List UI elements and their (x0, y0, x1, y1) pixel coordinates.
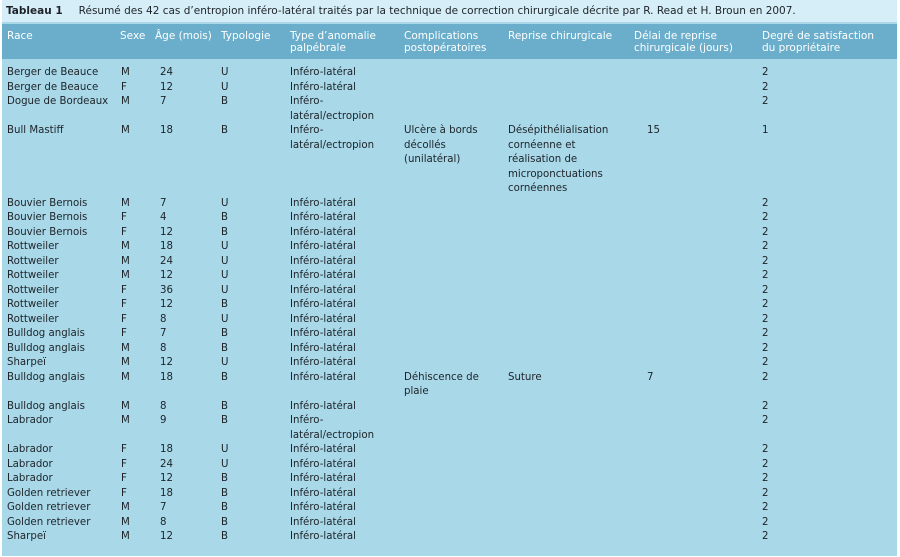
cell-age: 8 (160, 313, 167, 325)
cell-typologie: U (221, 81, 229, 93)
header-typologie: Typologie (221, 30, 271, 42)
cell-type: Inféro-latéral (290, 371, 356, 383)
cell-delai: 15 (647, 125, 660, 136)
cell-race: Labrador (7, 415, 53, 426)
cell-sexe: M (121, 67, 130, 78)
cell-type: Inféro-latéral (290, 516, 356, 528)
cell-sexe: M (121, 357, 130, 368)
header-comp-line2: postopératoires (404, 42, 487, 54)
cell-age: 7 (160, 502, 167, 513)
cell-race: Dogue de Bordeaux (7, 96, 109, 107)
table-row (2, 530, 897, 545)
cell-satisfaction: 2 (762, 313, 769, 325)
cell-race: Bulldog anglais (7, 342, 85, 354)
table-row (2, 458, 897, 473)
table-row (2, 124, 897, 197)
cell-type: Inféro-latéral (290, 487, 356, 499)
cell-race: Bouvier Bernois (7, 226, 88, 238)
cell-sexe: M (121, 125, 130, 136)
cell-sexe: F (121, 226, 127, 238)
cell-race: Rottweiler (7, 299, 59, 310)
header-comp-line1: Complications (404, 30, 479, 42)
cell-typologie: B (221, 328, 228, 339)
cell-sexe: F (121, 487, 127, 499)
cell-race: Rottweiler (7, 284, 59, 296)
header-sat-line1: Degré de satisfaction (762, 30, 874, 42)
cell-typologie: B (221, 400, 228, 412)
cell-satisfaction: 2 (762, 415, 769, 426)
cell-sexe: M (121, 342, 130, 354)
cell-sexe: M (121, 415, 130, 426)
cell-type: Inféro-latéral (290, 226, 356, 238)
cell-satisfaction: 2 (762, 371, 769, 383)
cell-satisfaction: 2 (762, 328, 769, 339)
cell-typologie: B (221, 516, 228, 528)
table-header (2, 24, 897, 59)
cell-typologie: U (221, 284, 229, 296)
header-sexe: Sexe (120, 30, 146, 42)
cell-age: 9 (160, 415, 167, 426)
cell-age: 7 (160, 96, 167, 107)
table-row (2, 327, 897, 342)
cell-race: Golden retriever (7, 502, 91, 513)
cell-typologie: U (221, 313, 229, 325)
header-type-anomalie (290, 30, 376, 54)
cell-race: Golden retriever (7, 487, 91, 499)
cell-age: 18 (160, 125, 173, 136)
cell-type: Inféro-latéral (290, 284, 356, 296)
cell-sexe: F (121, 313, 127, 325)
cell-satisfaction: 2 (762, 255, 769, 267)
cell-race: Berger de Beauce (7, 67, 99, 78)
cell-type: Inféro-latéral/ectropion (290, 415, 375, 441)
cell-satisfaction: 2 (762, 81, 769, 93)
cell-typologie: B (221, 342, 228, 354)
header-type-line2: palpébrale (290, 42, 346, 54)
cell-satisfaction: 2 (762, 357, 769, 368)
cell-race: Bulldog anglais (7, 400, 85, 412)
cell-age: 18 (160, 371, 173, 383)
cell-sexe: M (121, 96, 130, 107)
cell-age: 18 (160, 444, 173, 455)
cell-typologie: U (221, 444, 229, 455)
cell-typologie: U (221, 255, 229, 267)
cell-race: Bull Mastiff (7, 125, 64, 136)
cell-satisfaction: 2 (762, 502, 769, 513)
cell-typologie: B (221, 473, 228, 484)
cell-race: Labrador (7, 444, 53, 455)
header-delai (634, 30, 733, 54)
cell-satisfaction: 2 (762, 212, 769, 223)
cell-race: Labrador (7, 458, 53, 470)
cell-typologie: B (221, 487, 228, 499)
cell-satisfaction: 2 (762, 96, 769, 107)
cell-satisfaction: 2 (762, 197, 769, 209)
table-row (2, 95, 897, 124)
table-row (2, 501, 897, 516)
cell-type: Inféro-latéral (290, 458, 356, 470)
cell-typologie: U (221, 270, 229, 281)
cell-type: Inféro-latéral (290, 313, 356, 325)
cell-sexe: F (121, 473, 127, 484)
cell-type: Inféro-latéral (290, 212, 356, 223)
header-sat-line2: du propriétaire (762, 42, 841, 54)
cell-sexe: M (121, 531, 130, 542)
cell-typologie: U (221, 458, 229, 470)
cell-age: 7 (160, 197, 167, 209)
table-row (2, 313, 897, 328)
cell-type: Inféro-latéral (290, 255, 356, 267)
cell-sexe: M (121, 197, 130, 209)
table-caption (2, 0, 897, 22)
cell-race: Bulldog anglais (7, 371, 85, 383)
table-row (2, 226, 897, 241)
cell-typologie: B (221, 502, 228, 513)
cell-type: Inféro-latéral (290, 299, 356, 310)
cell-satisfaction: 2 (762, 400, 769, 412)
cell-sexe: F (121, 212, 127, 223)
cell-typologie: U (221, 241, 229, 252)
cell-sexe: F (121, 284, 127, 296)
cell-satisfaction: 1 (762, 125, 769, 136)
cell-age: 12 (160, 299, 173, 310)
cell-age: 24 (160, 255, 173, 267)
cell-complications: Ulcère à bords décollés (unilatéral) (404, 125, 478, 165)
cell-race: Golden retriever (7, 516, 91, 528)
cell-age: 24 (160, 458, 173, 470)
table-row (2, 298, 897, 313)
cell-complications: Déhiscence de plaie (404, 371, 479, 397)
cell-type: Inféro-latéral (290, 241, 356, 252)
cell-sexe: M (121, 371, 130, 383)
cell-type: Inféro-latéral (290, 473, 356, 484)
cell-race: Rottweiler (7, 313, 59, 325)
cell-age: 18 (160, 487, 173, 499)
cell-typologie: B (221, 531, 228, 542)
header-delai-line2: chirurgicale (jours) (634, 42, 733, 54)
cell-sexe: M (121, 516, 130, 528)
cell-age: 7 (160, 328, 167, 339)
cell-race: Bouvier Bernois (7, 197, 88, 209)
cell-age: 8 (160, 400, 167, 412)
cell-reprise: Désépithélialisation cornéenne et réalisation de microponctuations cornéennes (508, 125, 609, 194)
cell-typologie: B (221, 415, 228, 426)
header-type-line1: Type d’anomalie (290, 30, 376, 42)
cell-sexe: M (121, 502, 130, 513)
cell-typologie: B (221, 125, 228, 136)
cell-age: 18 (160, 241, 173, 252)
cell-type: Inféro-latéral (290, 270, 356, 281)
cell-type: Inféro-latéral (290, 67, 356, 78)
cell-typologie: U (221, 67, 229, 78)
table-row (2, 197, 897, 212)
cell-satisfaction: 2 (762, 531, 769, 542)
table-row (2, 211, 897, 226)
cell-satisfaction: 2 (762, 487, 769, 499)
cell-type: Inféro-latéral (290, 357, 356, 368)
cell-age: 12 (160, 357, 173, 368)
cell-satisfaction: 2 (762, 226, 769, 238)
table-row (2, 472, 897, 487)
cell-age: 12 (160, 226, 173, 238)
cell-type: Inféro-latéral (290, 342, 356, 354)
table-row (2, 443, 897, 458)
cell-race: Sharpeï (7, 531, 46, 542)
cell-typologie: B (221, 226, 228, 238)
cell-typologie: B (221, 371, 228, 383)
cell-satisfaction: 2 (762, 299, 769, 310)
cell-type: Inféro-latéral (290, 400, 356, 412)
cell-satisfaction: 2 (762, 458, 769, 470)
cell-sexe: M (121, 270, 130, 281)
cell-age: 12 (160, 270, 173, 281)
cell-satisfaction: 2 (762, 516, 769, 528)
cell-type: Inféro-latéral (290, 444, 356, 455)
cell-race: Sharpeï (7, 357, 46, 368)
table-caption-text: Résumé des 42 cas d’entropion inféro-latéral traités par la technique de correction chirurgicale décrite par R. Read et H. Broun en 2007. (78, 5, 796, 17)
cell-race: Rottweiler (7, 241, 59, 252)
cell-age: 8 (160, 342, 167, 354)
cell-sexe: M (121, 241, 130, 252)
cell-sexe: F (121, 299, 127, 310)
cell-typologie: B (221, 299, 228, 310)
table-row (2, 240, 897, 255)
cell-satisfaction: 2 (762, 270, 769, 281)
header-complications (404, 30, 486, 54)
cell-age: 8 (160, 516, 167, 528)
cell-sexe: M (121, 400, 130, 412)
table-row (2, 269, 897, 284)
table-row (2, 342, 897, 357)
cell-age: 12 (160, 473, 173, 484)
cell-typologie: B (221, 212, 228, 223)
cell-sexe: F (121, 328, 127, 339)
cell-age: 24 (160, 67, 173, 78)
table-container (2, 0, 897, 556)
cell-delai: 7 (647, 371, 654, 383)
cell-age: 36 (160, 284, 173, 296)
table-row (2, 487, 897, 502)
cell-sexe: F (121, 458, 127, 470)
cell-typologie: B (221, 96, 228, 107)
table-row (2, 255, 897, 270)
header-delai-line1: Délai de reprise (634, 30, 717, 42)
cell-age: 4 (160, 212, 167, 223)
table-label: Tableau 1 (6, 5, 63, 17)
cell-type: Inféro-latéral (290, 502, 356, 513)
cell-race: Rottweiler (7, 255, 59, 267)
cell-type: Inféro-latéral (290, 81, 356, 93)
cell-satisfaction: 2 (762, 241, 769, 252)
cell-satisfaction: 2 (762, 444, 769, 455)
cell-typologie: U (221, 197, 229, 209)
table-row (2, 516, 897, 531)
header-satisfaction (762, 30, 874, 54)
cell-race: Berger de Beauce (7, 81, 99, 93)
cell-sexe: F (121, 444, 127, 455)
cell-race: Labrador (7, 473, 53, 484)
cell-typologie: U (221, 357, 229, 368)
cell-satisfaction: 2 (762, 67, 769, 78)
cell-age: 12 (160, 81, 173, 93)
cell-sexe: F (121, 81, 127, 93)
cell-satisfaction: 2 (762, 473, 769, 484)
table-row (2, 81, 897, 96)
header-reprise: Reprise chirurgicale (508, 30, 613, 42)
cell-race: Bulldog anglais (7, 328, 85, 339)
table-body (2, 66, 897, 545)
table-row (2, 356, 897, 371)
cell-reprise: Suture (508, 371, 542, 383)
cell-type: Inféro-latéral (290, 197, 356, 209)
header-age: Âge (mois) (155, 30, 212, 42)
cell-type: Inféro-latéral (290, 531, 356, 542)
cell-type: Inféro-latéral/ectropion (290, 96, 375, 122)
cell-satisfaction: 2 (762, 284, 769, 296)
cell-type: Inféro-latéral/ectropion (290, 125, 375, 151)
cell-race: Rottweiler (7, 270, 59, 281)
cell-type: Inféro-latéral (290, 328, 356, 339)
cell-age: 12 (160, 531, 173, 542)
table-row (2, 371, 897, 400)
header-race: Race (7, 30, 33, 42)
cell-sexe: M (121, 255, 130, 267)
table-row (2, 414, 897, 443)
table-row (2, 66, 897, 81)
cell-race: Bouvier Bernois (7, 212, 88, 223)
table-row (2, 400, 897, 415)
cell-satisfaction: 2 (762, 342, 769, 354)
table-row (2, 284, 897, 299)
